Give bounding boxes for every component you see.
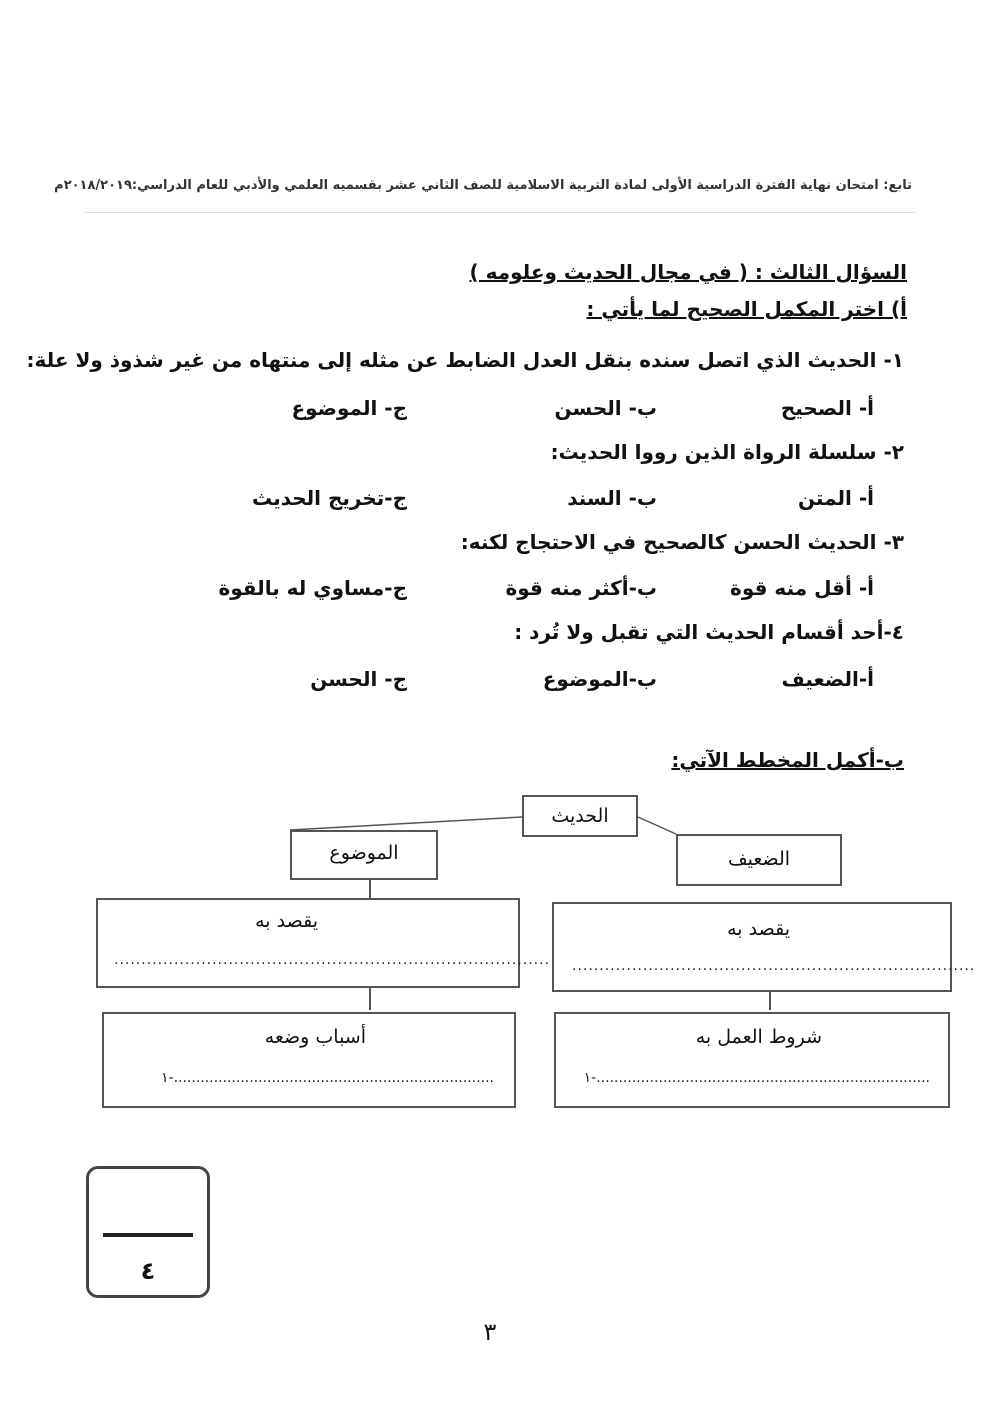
item-1-option-c: ج- الموضوع [291, 396, 407, 420]
diagram-left-sub-label: أسباب وضعه [264, 1026, 366, 1048]
connector-root-right [638, 817, 676, 834]
diagram-root-label: الحديث [551, 805, 609, 827]
diagram-left-meaning-box [96, 898, 551, 988]
item-4-option-a: أ-الضعيف [781, 667, 874, 691]
diagram-left-title: الموضوع [329, 842, 399, 864]
item-3-option-c: ج-مساوي له بالقوة [218, 576, 407, 600]
score-value: ٤ [140, 1257, 156, 1285]
diagram-right-sub-blank: ١-........................................................................... [583, 1070, 930, 1086]
diagram-right-sub-label: شروط العمل به [695, 1026, 822, 1048]
part-b-instruction: ب-أكمل المخطط الآتي: [671, 748, 904, 772]
item-2-option-b: ب- السند [567, 486, 657, 510]
score-box [86, 1166, 210, 1298]
item-4-option-b: ب-الموضوع [542, 667, 657, 691]
item-3-option-b: ب-أكثر منه قوة [505, 576, 657, 600]
diagram-right-meaning-blank: .......................................................................... [572, 958, 976, 974]
exam-header: تابع: امتحان نهاية الفترة الدراسية الأولى لمادة التربية الاسلامية للصف الثاني عشر بقسميه العلمي والأدبي للعام الدراسي:٢٠١٨/٢٠١٩م [54, 178, 912, 193]
diagram-left-meaning-label: يقصد به [255, 910, 318, 932]
question-item-3: ٣- الحديث الحسن كالصحيح في الاحتجاج لكنه: [460, 530, 904, 554]
item-4-option-c: ج- الحسن [310, 667, 407, 691]
diagram-right-title: الضعيف [727, 848, 791, 870]
question-title: السؤال الثالث : ( في مجال الحديث وعلومه ) [469, 260, 907, 284]
page-number: ٣ [483, 1318, 497, 1346]
question-item-2: ٢- سلسلة الرواة الذين رووا الحديث: [550, 440, 904, 464]
item-2-option-c: ج-تخريج الحديث [252, 486, 407, 510]
diagram-right-title-box [676, 834, 842, 886]
score-divider [103, 1233, 193, 1237]
diagram-right-meaning-label: يقصد به [727, 918, 790, 940]
diagram-right-sub-box [554, 1012, 950, 1108]
question-item-4: ٤-أحد أقسام الحديث التي تقبل ولا تُرد : [514, 620, 904, 644]
item-1-option-b: ب- الحسن [554, 396, 657, 420]
diagram-left-sub-box [102, 1012, 516, 1108]
diagram-left-sub-blank: ١-........................................................................ [161, 1070, 494, 1086]
question-item-1: ١- الحديث الذي اتصل سنده بنقل العدل الضابط عن مثله إلى منتهاه من غير شذوذ ولا علة: [26, 348, 904, 372]
diagram-left-meaning-blank: ................................................................................ [114, 952, 551, 968]
connector-root-left [290, 817, 522, 830]
item-3-option-a: أ- أقل منه قوة [730, 576, 874, 600]
part-a-instruction: أ) اختر المكمل الصحيح لما يأتي : [586, 297, 907, 321]
diagram-root-box [522, 795, 638, 837]
diagram-right-meaning-box [552, 902, 976, 992]
item-2-option-a: أ- المتن [797, 486, 874, 510]
item-1-option-a: أ- الصحيح [780, 396, 874, 420]
diagram-left-title-box [290, 830, 438, 880]
